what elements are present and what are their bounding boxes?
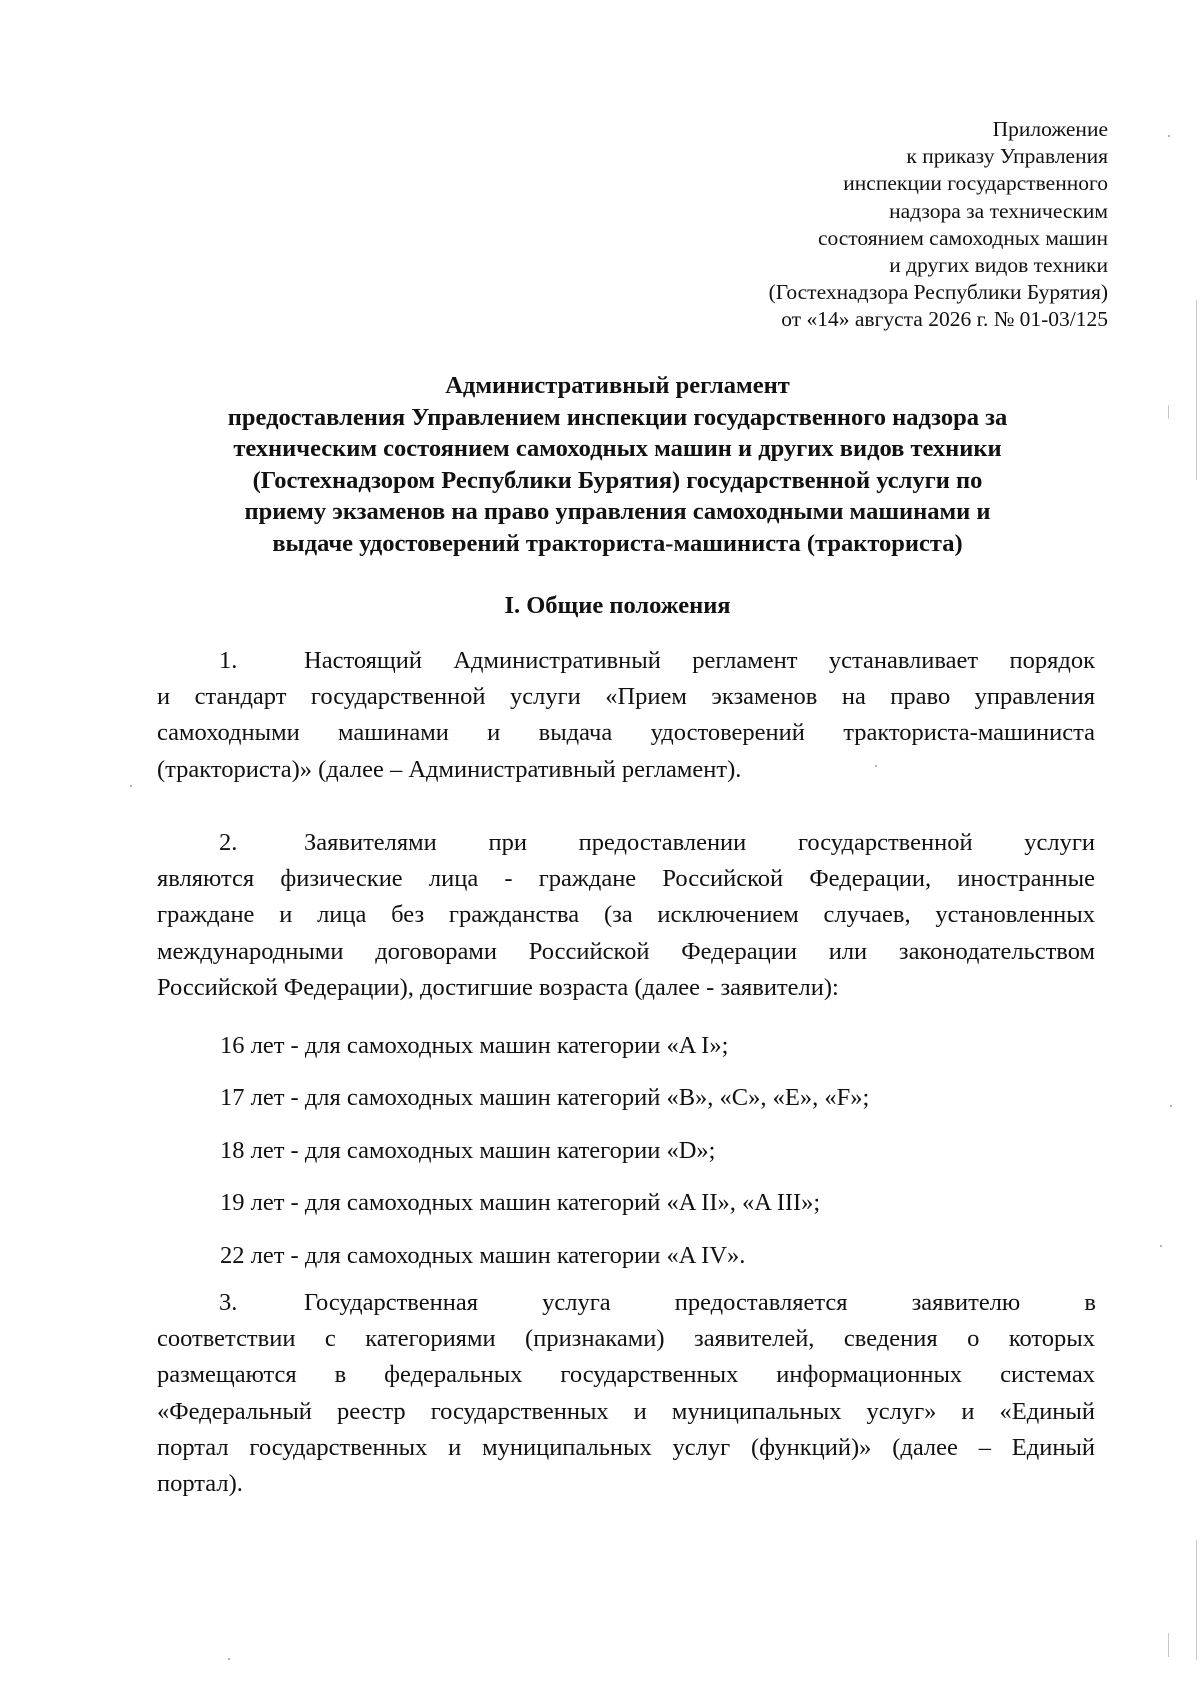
appendix-line: надзора за техническим: [889, 198, 1108, 223]
document-title: [150, 370, 1085, 559]
paragraph-number: 3.: [219, 1289, 238, 1316]
scan-speck: [1168, 135, 1170, 137]
scan-speck: [130, 785, 132, 787]
paragraph-number: 1.: [219, 647, 238, 674]
list-item: 17 лет - для самоходных машин категорий «B», «C», «E», «F»;: [220, 1084, 870, 1112]
paragraph-line: (тракториста)» (далее – Административный регламент).: [157, 755, 742, 783]
appendix-line: от «14» августа 2026 г. № 01-03/125: [781, 307, 1108, 332]
scan-speck: [228, 1658, 230, 1660]
paragraph-line: [157, 1285, 1095, 1321]
paragraph-line: самоходными машинами и выдача удостоверений тракториста-машиниста: [157, 719, 1095, 747]
paragraph-line: [157, 643, 1095, 679]
appendix-line: состоянием самоходных машин: [817, 225, 1108, 250]
paragraph-text: Государственная услуга предоставляется заявителю в: [304, 1289, 1096, 1316]
list-item: 18 лет - для самоходных машин категории «D»;: [220, 1136, 716, 1164]
paragraph-line: Российской Федерации), достигшие возраста (далее - заявители):: [157, 973, 839, 1001]
paragraph-3: [157, 1285, 1095, 1502]
list-item: 16 лет - для самоходных машин категории «A I»;: [220, 1032, 729, 1059]
scan-speck: [1170, 1105, 1172, 1107]
paragraph-1: [157, 643, 1095, 788]
appendix-line: и других видов техники: [889, 253, 1108, 278]
paragraph-line: портал).: [157, 1470, 243, 1498]
paragraph-text: Настоящий Административный регламент устанавливает порядок: [304, 647, 1095, 674]
title-line: (Гостехнадзором Республики Бурятия) государственной услуги по: [252, 466, 983, 494]
paragraph-line: размещаются в федеральных государственных информационных системах: [157, 1361, 1095, 1389]
appendix-line: Приложение: [992, 117, 1108, 141]
paragraph-number: 2.: [219, 829, 238, 856]
paragraph-line: соответствии с категориями (признаками) заявителей, сведения о которых: [157, 1325, 1095, 1353]
scan-edge-line: [1196, 300, 1197, 480]
paragraph-line: международными договорами Российской Федерации или законодательством: [157, 937, 1095, 965]
scan-speck: [1160, 1245, 1162, 1247]
list-item: 22 лет - для самоходных машин категории «A IV».: [220, 1241, 746, 1269]
title-line: Административный регламент: [445, 372, 790, 399]
title-line: выдаче удостоверений тракториста-машиниста (тракториста): [272, 529, 963, 557]
paragraph-2: [157, 825, 1095, 1006]
paragraph-line: и стандарт государственной услуги «Прием экзаменов на право управления: [157, 683, 1095, 711]
paragraph-line: являются физические лица - граждане Российской Федерации, иностранные: [157, 865, 1095, 893]
paragraph-line: граждане и лица без гражданства (за исключением случаев, установленных: [157, 901, 1095, 929]
section-heading: I. Общие положения: [504, 592, 731, 619]
age-category-list: [220, 1028, 1080, 1290]
paragraph-line: [157, 825, 1095, 861]
paragraph-text: Заявителями при предоставлении государственной услуги: [304, 829, 1095, 856]
title-line: предоставления Управлением инспекции государственного надзора за: [227, 403, 1008, 431]
appendix-line: к приказу Управления: [906, 144, 1108, 169]
scan-edge-line: [1168, 405, 1169, 419]
title-line: техническим состоянием самоходных машин и других видов техники: [233, 435, 1002, 462]
scan-edge-line: [1168, 1633, 1169, 1657]
paragraph-line: портал государственных и муниципальных услуг (функций)» (далее – Единый: [157, 1433, 1095, 1461]
list-item: 19 лет - для самоходных машин категорий «A II», «A III»;: [220, 1189, 821, 1217]
appendix-line: (Гостехнадзора Республики Бурятия): [768, 280, 1108, 305]
appendix-block: [588, 116, 1108, 334]
paragraph-line: «Федеральный реестр государственных и муниципальных услуг» и «Единый: [157, 1397, 1095, 1425]
title-line: приему экзаменов на право управления самоходными машинами и: [244, 498, 991, 525]
scan-edge-line: [1196, 1540, 1197, 1660]
appendix-line: инспекции государственного: [843, 171, 1108, 196]
